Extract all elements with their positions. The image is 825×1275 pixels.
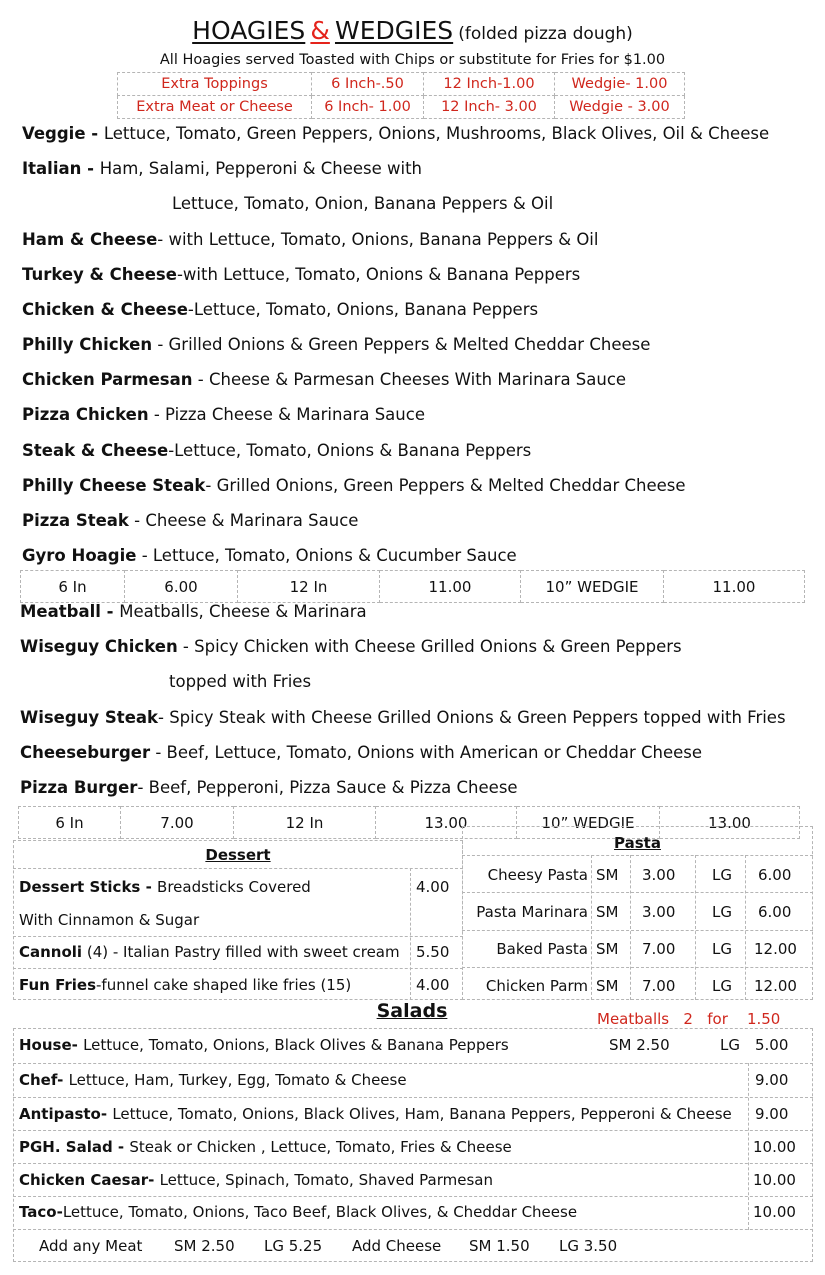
item-price: 9.00: [755, 1071, 789, 1089]
item-name: Fun Fries: [19, 976, 97, 994]
pasta-lg-label: LG: [712, 977, 732, 995]
item-price: 5.00: [755, 1036, 789, 1054]
title-note: (folded pizza dough): [458, 24, 633, 44]
salad-item: [19, 1171, 493, 1189]
item-desc: - Grilled Onions & Green Peppers & Melted Cheddar Cheese: [152, 335, 651, 354]
pasta-name: Baked Pasta: [496, 940, 588, 958]
item-name: Dessert Sticks -: [19, 878, 158, 896]
pasta-name: Pasta Marinara: [476, 903, 588, 921]
item-name: Wiseguy Steak: [20, 708, 158, 727]
price-cell: 6.00: [125, 571, 238, 603]
meatballs-note: Meatballs 2 for 1.50: [597, 1010, 781, 1028]
item-name: Philly Cheese Steak: [22, 476, 206, 495]
extras-cell: Wedgie- 1.00: [555, 73, 685, 96]
price-row: [21, 571, 805, 603]
menu-item: [22, 123, 769, 145]
menu-item: [22, 229, 598, 251]
price-cell: 10” WEDGIE: [517, 807, 660, 839]
item-name: Chicken Parmesan: [22, 370, 193, 389]
item-desc: Lettuce, Ham, Turkey, Egg, Tomato & Cheese: [68, 1071, 407, 1089]
item-desc: Ham, Salami, Pepperoni & Cheese with: [99, 159, 423, 178]
item-name: Pizza Burger: [20, 778, 138, 797]
item-name: Veggie -: [22, 124, 104, 143]
pasta-title: Pasta: [614, 834, 661, 852]
item-desc: Steak or Chicken , Lettuce, Tomato, Fries & Cheese: [129, 1138, 512, 1156]
price-cell: 13.00: [660, 807, 800, 839]
item-name: Meatball -: [20, 602, 120, 621]
price-cell: 6 In: [21, 571, 125, 603]
item-name: Cannoli: [19, 943, 83, 961]
menu-item: [20, 636, 682, 658]
menu-item: [22, 369, 626, 391]
extras-cell: Extra Meat or Cheese: [118, 96, 312, 119]
extras-table: [117, 72, 685, 119]
item-price: 10.00: [753, 1203, 796, 1221]
item-desc-continued: Lettuce, Tomato, Onion, Banana Peppers & Oil: [172, 194, 554, 213]
dessert-item: [19, 877, 311, 897]
item-desc-continued: topped with Fries: [169, 672, 312, 691]
price-cell: 7.00: [121, 807, 234, 839]
item-name: Wiseguy Chicken: [20, 637, 178, 656]
salad-lg-label: LG: [720, 1036, 740, 1054]
dessert-item: [19, 975, 351, 995]
menu-item: [22, 158, 422, 180]
title-ampersand: &: [310, 16, 330, 45]
pasta-sm-price: 3.00: [642, 903, 676, 921]
pasta-row: [462, 903, 813, 923]
price-cell: 6 In: [19, 807, 121, 839]
item-desc: - Beef, Lettuce, Tomato, Onions with American or Cheddar Cheese: [150, 743, 703, 762]
item-name: Antipasto-: [19, 1105, 113, 1123]
dessert-title: Dessert: [205, 846, 271, 864]
item-name: Cheeseburger: [20, 743, 151, 762]
menu-item: [20, 777, 518, 799]
divider: [13, 968, 463, 969]
divider: [462, 930, 813, 931]
item-desc: -with Lettuce, Tomato, Onions & Banana Peppers: [176, 265, 581, 284]
pasta-row: [462, 977, 813, 997]
menu-subtitle: All Hoagies served Toasted with Chips or substitute for Fries for $1.00: [159, 52, 666, 68]
price-table: [20, 570, 805, 603]
item-price: 10.00: [753, 1138, 796, 1156]
item-price: 10.00: [753, 1171, 796, 1189]
item-name: PGH. Salad -: [19, 1138, 130, 1156]
item-name: Taco-: [19, 1203, 63, 1221]
menu-item: [22, 510, 358, 532]
price-cell: 12 In: [234, 807, 376, 839]
divider: [462, 967, 813, 968]
divider: [13, 1196, 813, 1197]
pasta-row: [462, 866, 813, 886]
pasta-sm-label: SM: [596, 977, 619, 995]
item-desc: -Lettuce, Tomato, Onions, Banana Peppers: [187, 300, 539, 319]
salad-item: [19, 1105, 732, 1123]
title-wedgies: WEDGIES: [334, 16, 454, 45]
divider: [13, 1163, 813, 1164]
menu-item: [22, 404, 425, 426]
salad-item: [19, 1203, 577, 1221]
menu-item: [22, 334, 650, 356]
addon-cheese-lg: LG 3.50: [559, 1237, 618, 1255]
menu-item: [20, 742, 702, 764]
pasta-lg-label: LG: [712, 866, 732, 884]
divider: [410, 868, 411, 1000]
extras-cell: Wedgie - 3.00: [555, 96, 685, 119]
salad-sm-price: SM 2.50: [609, 1036, 670, 1054]
pasta-sm-label: SM: [596, 866, 619, 884]
salad-item: [19, 1138, 512, 1156]
pasta-lg-label: LG: [712, 940, 732, 958]
addon-cheese-sm: SM 1.50: [469, 1237, 530, 1255]
pasta-row: [462, 940, 813, 960]
item-desc: Lettuce, Tomato, Onions, Black Olives, Ham, Banana Peppers, Pepperoni & Cheese: [112, 1105, 732, 1123]
extras-cell: 12 Inch- 3.00: [424, 96, 555, 119]
item-desc: Lettuce, Tomato, Onions, Black Olives & Banana Peppers: [83, 1036, 509, 1054]
title-hoagies: HOAGIES: [192, 16, 306, 45]
divider: [462, 855, 813, 856]
divider: [13, 936, 463, 937]
divider: [748, 1063, 749, 1230]
item-desc: - Cheese & Parmesan Cheeses With Marinara Sauce: [192, 370, 627, 389]
item-desc: Meatballs, Cheese & Marinara: [119, 602, 367, 621]
item-name: Ham & Cheese: [22, 230, 158, 249]
item-desc: - Cheese & Marinara Sauce: [128, 511, 359, 530]
divider: [13, 1063, 813, 1064]
menu-item: [22, 475, 686, 497]
price-cell: 12 In: [238, 571, 380, 603]
item-desc: - Lettuce, Tomato, Onions & Cucumber Sauce: [136, 546, 517, 565]
pasta-sm-price: 7.00: [642, 940, 676, 958]
item-name: House-: [19, 1036, 84, 1054]
pasta-sm-price: 3.00: [642, 866, 676, 884]
item-name: Chef-: [19, 1071, 69, 1089]
item-price: 4.00: [416, 976, 450, 994]
pasta-lg-price: 12.00: [754, 940, 797, 958]
divider: [13, 1130, 813, 1131]
item-desc: Lettuce, Spinach, Tomato, Shaved Parmesan: [159, 1171, 494, 1189]
menu-item: [22, 440, 531, 462]
divider: [13, 868, 463, 869]
extras-row: [118, 73, 685, 96]
item-name: Philly Chicken: [22, 335, 153, 354]
item-desc: -Lettuce, Tomato, Onions & Banana Peppers: [168, 441, 532, 460]
addon-meat-label: Add any Meat: [39, 1237, 143, 1255]
item-name: Chicken & Cheese: [22, 300, 188, 319]
pasta-name: Chicken Parm: [485, 977, 588, 995]
item-name: Chicken Caesar-: [19, 1171, 160, 1189]
divider: [462, 892, 813, 893]
menu-item: [20, 707, 786, 729]
item-desc-continued: With Cinnamon & Sugar: [19, 911, 200, 929]
extras-cell: 6 Inch- 1.00: [312, 96, 424, 119]
item-price: 4.00: [416, 878, 450, 896]
extras-cell: 12 Inch-1.00: [424, 73, 555, 96]
salad-item: [19, 1071, 407, 1089]
divider: [13, 1229, 813, 1230]
salads-title: Salads: [376, 1000, 448, 1022]
price-cell: 10” WEDGIE: [521, 571, 664, 603]
item-price: 9.00: [755, 1105, 789, 1123]
item-desc: - Grilled Onions, Green Peppers & Melted Cheddar Cheese: [205, 476, 686, 495]
price-cell: 13.00: [376, 807, 517, 839]
pasta-lg-price: 6.00: [758, 866, 792, 884]
extras-cell: Extra Toppings: [118, 73, 312, 96]
item-name: Turkey & Cheese: [22, 265, 177, 284]
item-desc: (4) - Italian Pastry filled with sweet cream: [82, 943, 400, 961]
pasta-sm-label: SM: [596, 903, 619, 921]
menu-title: [0, 16, 825, 45]
pasta-sm-label: SM: [596, 940, 619, 958]
item-desc: - Spicy Chicken with Cheese Grilled Onions & Green Peppers: [177, 637, 682, 656]
item-desc: - Beef, Pepperoni, Pizza Sauce & Pizza Cheese: [137, 778, 518, 797]
pasta-sm-price: 7.00: [642, 977, 676, 995]
item-name: Pizza Chicken: [22, 405, 149, 424]
price-cell: 11.00: [380, 571, 521, 603]
item-desc: -funnel cake shaped like fries (15): [96, 976, 352, 994]
dessert-item: [19, 942, 400, 962]
item-name: Pizza Steak: [22, 511, 129, 530]
extras-row: [118, 96, 685, 119]
pasta-lg-price: 12.00: [754, 977, 797, 995]
item-price: 5.50: [416, 943, 450, 961]
item-desc: Breadsticks Covered: [157, 878, 311, 896]
item-desc: - Pizza Cheese & Marinara Sauce: [148, 405, 425, 424]
menu-item: [22, 545, 517, 567]
addon-meat-lg: LG 5.25: [264, 1237, 323, 1255]
addon-cheese-label: Add Cheese: [352, 1237, 442, 1255]
item-desc: - with Lettuce, Tomato, Onions, Banana Peppers & Oil: [157, 230, 599, 249]
item-desc: Lettuce, Tomato, Green Peppers, Onions, Mushrooms, Black Olives, Oil & Cheese: [103, 124, 770, 143]
salad-item: [19, 1036, 509, 1054]
item-name: Steak & Cheese: [22, 441, 169, 460]
pasta-lg-label: LG: [712, 903, 732, 921]
extras-cell: 6 Inch-.50: [312, 73, 424, 96]
menu-item: [22, 299, 538, 321]
price-cell: 11.00: [664, 571, 805, 603]
item-name: Italian -: [22, 159, 100, 178]
pasta-name: Cheesy Pasta: [487, 866, 588, 884]
divider: [13, 1097, 813, 1098]
item-desc: - Spicy Steak with Cheese Grilled Onions & Green Peppers topped with Fries: [158, 708, 786, 727]
item-desc: Lettuce, Tomato, Onions, Taco Beef, Black Olives, & Cheddar Cheese: [62, 1203, 578, 1221]
addon-meat-sm: SM 2.50: [174, 1237, 235, 1255]
menu-item: [22, 264, 580, 286]
item-name: Gyro Hoagie: [22, 546, 137, 565]
pasta-lg-price: 6.00: [758, 903, 792, 921]
menu-item: [20, 601, 367, 623]
